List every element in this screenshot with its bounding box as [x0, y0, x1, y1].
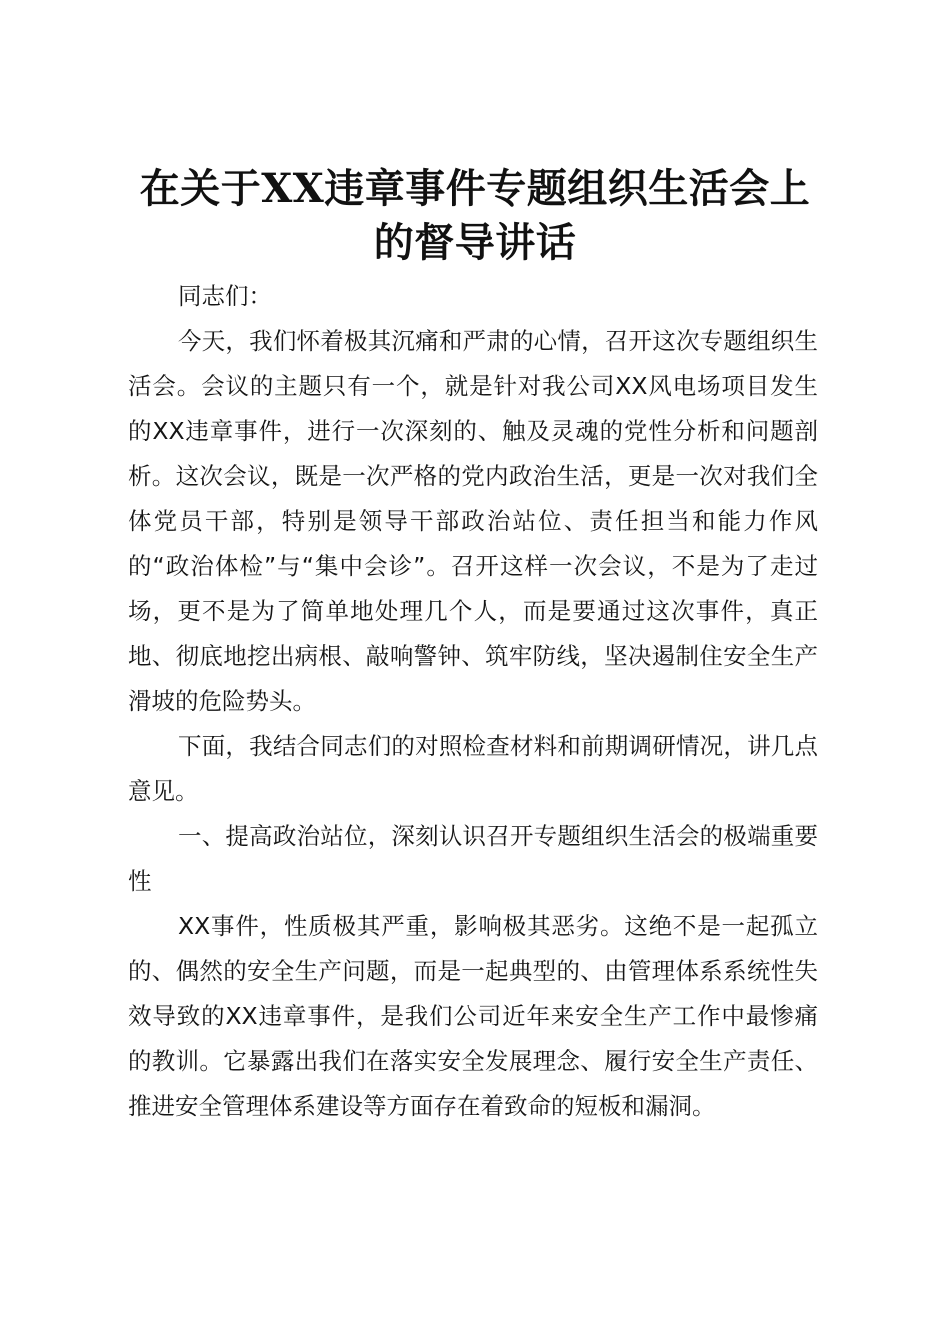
document-body — [128, 274, 818, 1129]
title-line-2: 的督导讲话 — [373, 219, 577, 266]
transition-paragraph: 下面，我结合同志们的对照检查材料和前期调研情况，讲几点意见。 — [128, 732, 818, 805]
document-title — [110, 162, 840, 270]
section-heading-1: 一、提高政治站位，深刻认识召开专题组织生活会的极端重要性 — [128, 822, 818, 895]
opening-paragraph: 今天，我们怀着极其沉痛和严肃的心情，召开这次专题组织生活会。会议的主题只有一个，就是针对我公司XX风电场项目发生的XX违章事件，进行一次深刻的、触及灵魂的党性分析和问题剖析。这次会议，既是一次严格的党内政治生活，更是一次对我们全体党员干部，特别是领导干部政治站位、责任担当和能力作风的“政治体检”与“集中会诊”。召开这样一次会议，不是为了走过场，更不是为了简单地处理几个人，而是要通过这次事件，真正地、彻底地挖出病根、敲响警钟、筑牢防线，坚决遏制住安全生产滑坡的危险势头。 — [128, 327, 818, 715]
section-1-paragraph: XX事件，性质极其严重，影响极其恶劣。这绝不是一起孤立的、偶然的安全生产问题，而是一起典型的、由管理体系系统性失效导致的XX违章事件，是我们公司近年来安全生产工作中最惨痛的教训。它暴露出我们在落实安全发展理念、履行安全生产责任、推进安全管理体系建设等方面存在着致命的短板和漏洞。 — [128, 912, 818, 1120]
salutation-paragraph: 同志们： — [178, 282, 272, 310]
title-line-1: 在关于XX违章事件专题组织生活会上 — [139, 165, 811, 212]
